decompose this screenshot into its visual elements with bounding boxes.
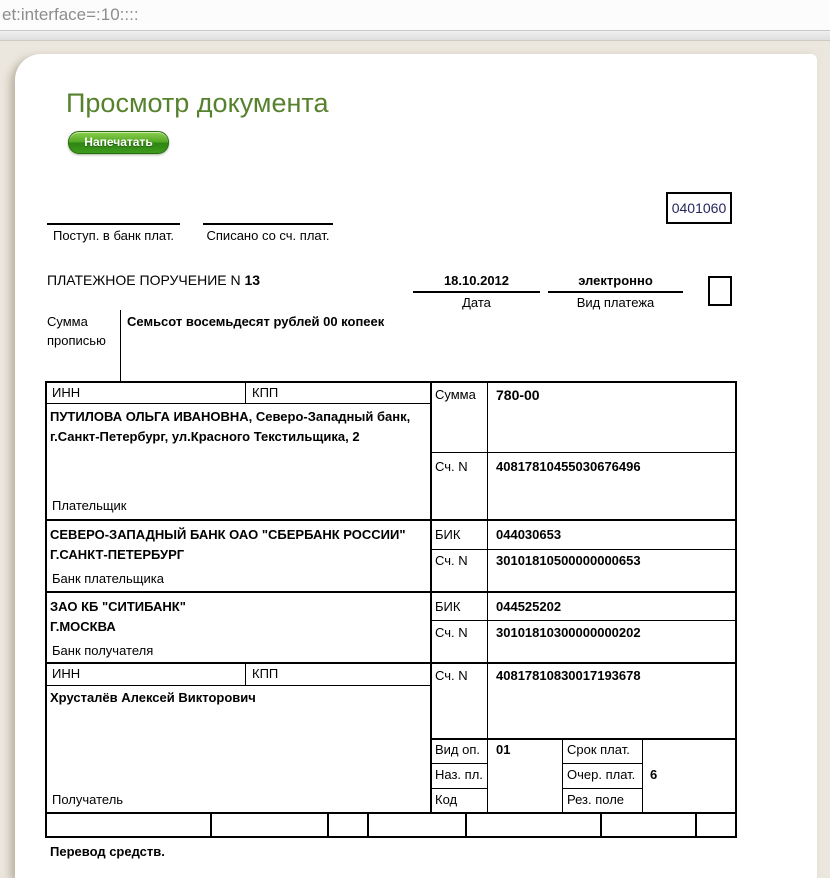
table-border-line — [430, 549, 735, 550]
amount-words-value: Семьсот восемьдесят рублей 00 копеек — [127, 314, 385, 329]
table-border-line — [562, 763, 642, 764]
table-border-line — [430, 620, 735, 621]
payee-account-label: Сч. N — [435, 668, 468, 683]
stamp-line — [47, 223, 180, 225]
payee-bank-account-label: Сч. N — [435, 625, 468, 640]
table-border-line — [562, 738, 563, 812]
payee-bank-bik-label: БИК — [435, 599, 461, 614]
table-cell-divider — [367, 812, 369, 838]
payer-account-value: 40817810455030676496 — [496, 459, 641, 474]
priority-label: Очер. плат. — [567, 767, 636, 782]
doc-title-prefix: ПЛАТЕЖНОЕ ПОРУЧЕНИЕ N — [47, 272, 241, 288]
payee-bank-account-value: 30101810300000000202 — [496, 625, 641, 640]
status-checkbox — [708, 276, 732, 306]
payment-purpose-value: Перевод средств. — [50, 844, 165, 859]
payee-name: Хрусталёв Алексей Викторович — [50, 690, 256, 705]
payee-account-value: 40817810830017193678 — [496, 668, 641, 683]
table-border-line — [45, 381, 735, 383]
payer-bank-label: Банк плательщика — [52, 571, 164, 586]
reserve-label: Рез. поле — [567, 792, 625, 807]
payer-inn-label: ИНН — [52, 385, 81, 400]
browser-address-bar[interactable] — [0, 0, 830, 31]
payer-bank-bik-label: БИК — [435, 527, 461, 542]
print-button[interactable]: Напечатать — [68, 131, 169, 154]
table-cell-divider — [465, 812, 467, 838]
op-type-label: Вид оп. — [435, 742, 481, 757]
table-border-line — [45, 812, 737, 814]
table-border-line — [430, 788, 487, 789]
table-border-line — [430, 452, 735, 453]
payee-inn-label: ИНН — [52, 666, 81, 681]
payer-kpp-label: КПП — [252, 385, 279, 400]
payer-bank-name-line: СЕВЕРО-ЗАПАДНЫЙ БАНК ОАО "СБЕРБАНК РОССИИ" — [50, 527, 406, 542]
term-label: Срок плат. — [567, 742, 630, 757]
table-border-line — [45, 591, 735, 593]
address-bar-text: et:interface=:10:::: — [2, 5, 139, 24]
table-border-line — [642, 738, 643, 812]
table-border-line — [430, 738, 735, 740]
table-cell-divider — [600, 812, 602, 838]
table-border-line — [487, 381, 488, 812]
table-border-line — [45, 381, 47, 838]
code-label: Код — [435, 792, 458, 807]
payer-bank-account-value: 30101810500000000653 — [496, 553, 641, 568]
payee-bank-name-line: ЗАО КБ "СИТИБАНК" — [50, 599, 186, 614]
purpose-code-label: Наз. пл. — [435, 767, 483, 782]
debited-from-account-label: Списано со сч. плат. — [206, 228, 330, 243]
priority-value: 6 — [650, 767, 658, 782]
date-label: Дата — [462, 295, 491, 310]
table-border-line — [45, 403, 430, 404]
table-border-line — [45, 519, 735, 521]
doc-title — [47, 272, 260, 288]
document-page — [15, 54, 817, 878]
payment-type-label: Вид платежа — [576, 295, 655, 310]
table-cell-divider — [327, 812, 329, 838]
table-border-line — [735, 381, 737, 838]
browser-chrome-divider — [0, 31, 830, 41]
table-border-line — [45, 662, 735, 664]
op-type-value: 01 — [496, 742, 511, 757]
table-border-line — [245, 381, 246, 403]
payee-bank-bik-value: 044525202 — [496, 599, 562, 614]
amount-value: 780-00 — [496, 387, 540, 403]
payer-bank-bik-value: 044030653 — [496, 527, 562, 542]
payment-type-underline — [548, 291, 683, 293]
payee-bank-name — [50, 597, 186, 637]
form-code-box: 0401060 — [666, 192, 732, 224]
doc-date-value: 18.10.2012 — [443, 273, 510, 288]
page-title: Просмотр документа — [66, 88, 329, 119]
amount-words-label: Сумма прописью — [47, 314, 106, 348]
payer-bank-city-line: Г.САНКТ-ПЕТЕРБУРГ — [50, 547, 185, 562]
table-cell-divider — [210, 812, 212, 838]
table-cell-divider — [695, 812, 697, 838]
payer-bank-name — [50, 525, 406, 565]
table-border-line — [430, 763, 487, 764]
amount-words-divider — [120, 310, 121, 381]
payer-name: ПУТИЛОВА ОЛЬГА ИВАНОВНА, Северо-Западный банк, г.Санкт-Петербург, ул.Красного Текстильщика, 2 — [50, 409, 411, 444]
amount-label: Сумма — [435, 387, 476, 402]
received-in-bank-label: Поступ. в банк плат. — [52, 228, 174, 243]
payer-account-label: Сч. N — [435, 459, 468, 474]
stamp-line — [203, 223, 333, 225]
payee-kpp-label: КПП — [252, 666, 279, 681]
payee-label: Получатель — [52, 792, 124, 807]
payer-bank-account-label: Сч. N — [435, 553, 468, 568]
table-border-line — [562, 788, 642, 789]
date-underline — [413, 291, 540, 293]
payee-bank-label: Банк получателя — [52, 643, 154, 658]
table-border-line — [45, 685, 430, 686]
payee-bank-city-line: Г.МОСКВА — [50, 619, 116, 634]
payment-type-value: электронно — [578, 273, 653, 288]
payer-label: Плательщик — [52, 498, 127, 513]
doc-number: 13 — [244, 272, 261, 288]
table-border-line — [245, 662, 246, 685]
table-border-line — [45, 836, 737, 838]
